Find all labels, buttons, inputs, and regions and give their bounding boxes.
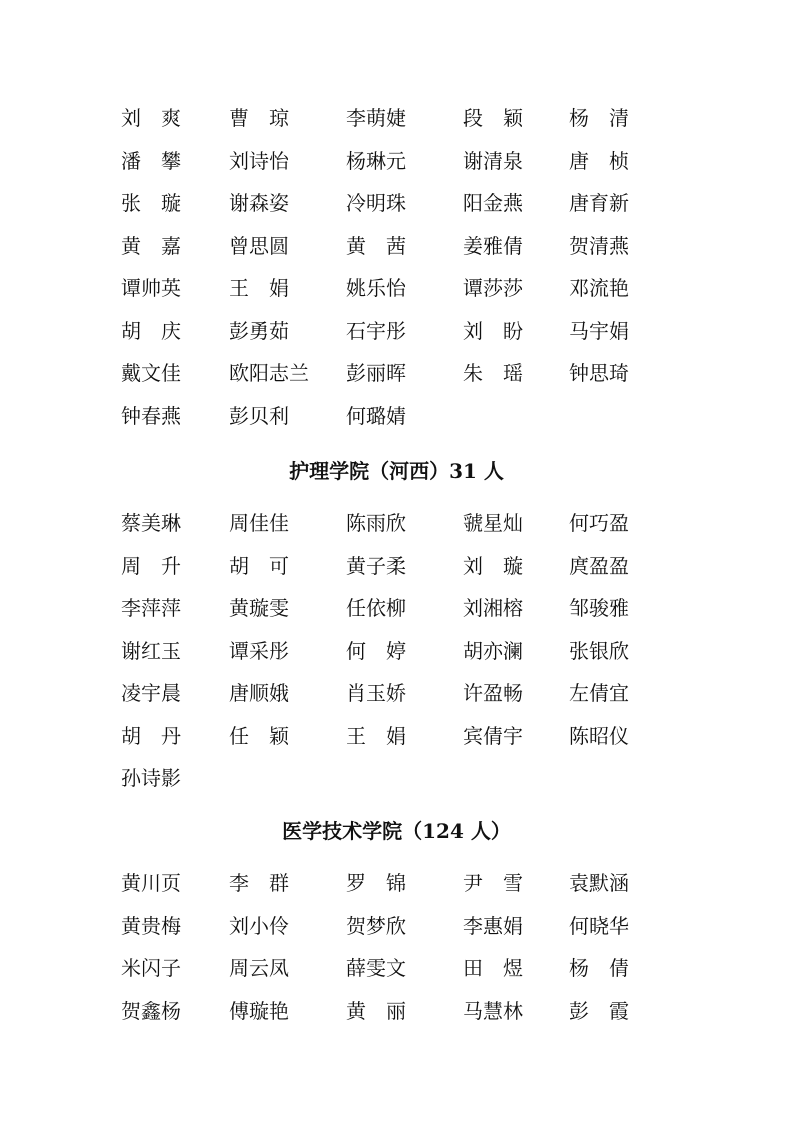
name-entry: 田 煜: [463, 956, 523, 980]
name-entry: 杨 倩: [569, 956, 629, 980]
name-entry: 刘 盼: [463, 318, 523, 343]
name-entry: 邹骏雅: [569, 596, 629, 620]
name-entry: 周 升: [121, 553, 181, 578]
name-entry: 李 群: [229, 871, 289, 895]
name-entry: 宾倩宇: [463, 723, 523, 748]
name-entry: 唐育新: [569, 191, 629, 215]
name-entry: 黄 嘉: [121, 233, 181, 258]
name-entry: 胡 丹: [121, 723, 181, 748]
name-entry: 许盈畅: [463, 681, 523, 705]
name-entry: 曹 琼: [229, 106, 289, 130]
name-entry: 黄子柔: [346, 553, 406, 578]
section-title-nursing-hexi: 护理学院（河西）31 人: [289, 459, 504, 483]
name-entry: 胡亦澜: [463, 638, 523, 663]
name-entry: 杨琳元: [346, 148, 406, 173]
name-entry: 李萌婕: [346, 106, 406, 130]
name-entry: 刘 璇: [463, 553, 523, 578]
name-entry: 谭帅英: [121, 276, 181, 300]
name-entry: 周云凤: [229, 956, 289, 980]
name-list-section-1: [0, 104, 793, 444]
name-entry: 钟思琦: [569, 361, 629, 385]
name-entry: 黄璇雯: [229, 596, 289, 620]
name-entry: 彭丽晖: [346, 361, 406, 385]
name-entry: 马宇娟: [569, 318, 629, 343]
name-entry: 傅璇艳: [229, 998, 289, 1023]
name-entry: 肖玉娇: [346, 681, 406, 705]
name-entry: 米闪子: [121, 956, 181, 980]
name-entry: 胡 庆: [121, 318, 181, 343]
name-row: [0, 274, 793, 317]
name-entry: 左倩宜: [569, 681, 629, 705]
name-entry: 姜雅倩: [463, 233, 523, 258]
name-entry: 凌宇晨: [121, 681, 181, 705]
name-entry: 杨 清: [569, 106, 629, 130]
name-row: [0, 594, 793, 637]
name-entry: 庹盈盈: [569, 553, 629, 578]
name-row: [0, 637, 793, 680]
name-entry: 任 颖: [229, 723, 289, 748]
name-entry: 彭 霞: [569, 998, 629, 1023]
name-entry: 何晓华: [569, 913, 629, 938]
name-row: [0, 912, 793, 955]
name-entry: 李惠娟: [463, 913, 523, 938]
name-entry: 尹 雪: [463, 871, 523, 895]
name-entry: 蔡美琳: [121, 511, 181, 535]
name-entry: 何巧盈: [569, 511, 629, 535]
name-entry: 张银欣: [569, 638, 629, 663]
name-row: [0, 232, 793, 275]
name-entry: 黄贵梅: [121, 913, 181, 938]
name-list-section-3: [0, 869, 793, 1039]
name-entry: 刘小伶: [229, 913, 289, 938]
name-entry: 孙诗影: [121, 766, 181, 790]
name-entry: 贺清燕: [569, 233, 629, 258]
name-entry: 朱 瑶: [463, 361, 523, 385]
name-row: [0, 722, 793, 765]
name-entry: 谭莎莎: [463, 276, 523, 300]
name-entry: 彭贝利: [229, 403, 289, 428]
name-entry: 戴文佳: [121, 361, 181, 385]
name-entry: 陈雨欣: [346, 511, 406, 535]
name-entry: 石宇彤: [346, 318, 406, 343]
name-entry: 段 颖: [463, 106, 523, 130]
name-entry: 王 娟: [229, 276, 289, 300]
name-row: [0, 552, 793, 595]
name-entry: 任依柳: [346, 596, 406, 620]
name-row: [0, 402, 793, 445]
name-row: [0, 954, 793, 997]
name-entry: 胡 可: [229, 553, 289, 578]
name-row: [0, 189, 793, 232]
name-entry: 曾思圆: [229, 233, 289, 258]
name-row: [0, 997, 793, 1040]
name-entry: 钟春燕: [121, 403, 181, 428]
name-entry: 王 娟: [346, 723, 406, 748]
name-entry: 谢红玉: [121, 638, 181, 663]
name-entry: 欧阳志兰: [229, 361, 309, 385]
name-entry: 陈昭仪: [569, 723, 629, 748]
name-entry: 薛雯文: [346, 956, 406, 980]
section-title-medical-technology: 医学技术学院（124 人）: [282, 819, 511, 843]
name-row: [0, 869, 793, 912]
name-entry: 黄川页: [121, 871, 181, 895]
name-entry: 黄 茜: [346, 233, 406, 258]
name-entry: 马慧林: [463, 998, 523, 1023]
name-entry: 李萍萍: [121, 596, 181, 620]
name-entry: 袁默涵: [569, 871, 629, 895]
name-entry: 姚乐怡: [346, 276, 406, 300]
name-row: [0, 317, 793, 360]
name-entry: 谭采彤: [229, 638, 289, 663]
name-row: [0, 147, 793, 190]
name-entry: 虢星灿: [463, 511, 523, 535]
name-entry: 张 璇: [121, 191, 181, 215]
name-entry: 贺梦欣: [346, 913, 406, 938]
name-entry: 周佳佳: [229, 511, 289, 535]
name-entry: 阳金燕: [463, 191, 523, 215]
name-entry: 刘诗怡: [229, 148, 289, 173]
name-entry: 何璐婧: [346, 403, 406, 428]
name-entry: 邓流艳: [569, 276, 629, 300]
name-list-section-2: [0, 509, 793, 807]
name-row: [0, 679, 793, 722]
name-entry: 何 婷: [346, 638, 406, 663]
name-entry: 潘 攀: [121, 148, 181, 173]
name-entry: 彭勇茹: [229, 318, 289, 343]
name-entry: 贺鑫杨: [121, 998, 181, 1023]
name-entry: 刘湘榕: [463, 596, 523, 620]
name-row: [0, 764, 793, 807]
name-entry: 冷明珠: [346, 191, 406, 215]
name-row: [0, 359, 793, 402]
name-entry: 谢森姿: [229, 191, 289, 215]
name-entry: 罗 锦: [346, 871, 406, 895]
name-entry: 唐顺娥: [229, 681, 289, 705]
name-row: [0, 104, 793, 147]
name-entry: 唐 桢: [569, 148, 629, 173]
name-entry: 刘 爽: [121, 106, 181, 130]
name-entry: 谢清泉: [463, 148, 523, 173]
name-row: [0, 509, 793, 552]
name-entry: 黄 丽: [346, 998, 406, 1023]
